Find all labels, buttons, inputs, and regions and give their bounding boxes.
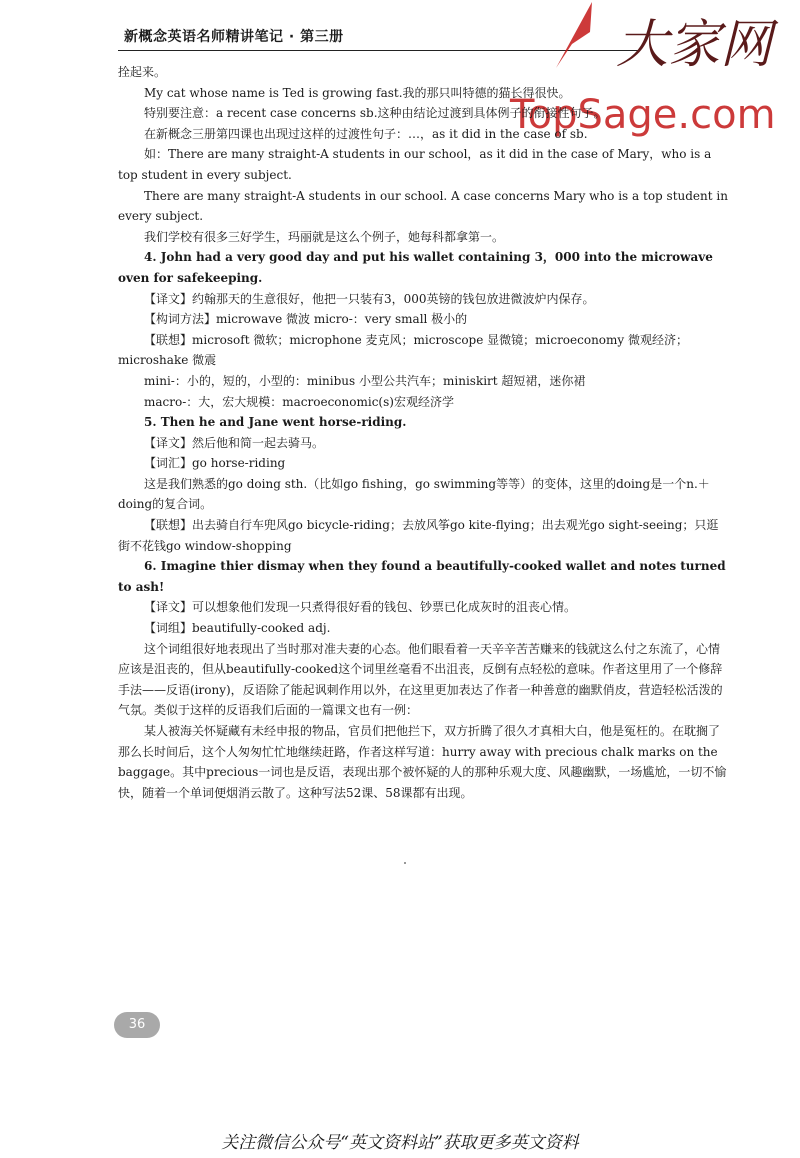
page-number-badge: 36 <box>114 1012 160 1038</box>
paragraph: 在新概念三册第四课也出现过这样的过渡性句子：…，as it did in the case of sb. <box>144 126 588 141</box>
watermark-pen-icon <box>552 0 596 70</box>
page-body <box>118 62 728 803</box>
phrase-note: 【词组】beautifully-cooked adj. <box>144 621 331 636</box>
paragraph: My cat whose name is Ted is growing fast.我的那只叫特德的猫长得很快。 <box>144 85 571 100</box>
word-formation: 【构词方法】microwave 微波 micro-：very small 极小的 <box>144 312 468 327</box>
paragraph: mini-：小的，短的，小型的：minibus 小型公共汽车；miniskirt 超短裙，迷你裙 <box>144 373 586 388</box>
translation: 【译文】可以想象他们发现一只煮得很好看的钱包、钞票已化成灰时的沮丧心情。 <box>144 600 577 615</box>
footer-note: 关注微信公众号“英文资料站”获取更多英文资料 <box>221 1133 579 1153</box>
scan-speck <box>404 862 406 864</box>
watermark-url: TopSage.com <box>510 92 776 138</box>
association-note: 【联想】出去骑自行车兜风go bicycle-riding；去放风筝go kite-flying；出去观光go sight-seeing；只逛街不花钱go window-shopping <box>118 518 719 553</box>
paragraph: 这个词组很好地表现出了当时那对准夫妻的心态。他们眼看着一天辛辛苦苦赚来的钱就这么付之东流了，心情应该是沮丧的，但从beautifully-cooked这个词里丝毫看不出沮丧，反倒有点轻松的意味。作者这里用了一个修辞手法——反语(irony)，反语除了能起讽刺作用以外，在这里更加表达了作者一种善意的幽默俏皮，营造轻松活泼的气氛。类似于这样的反语我们后面的一篇课文也有一例： <box>118 641 723 718</box>
translation: 【译文】约翰那天的生意很好，他把一只装有3，000英镑的钱包放进微波炉内保存。 <box>144 291 595 306</box>
vocabulary-note: 【词汇】go horse-riding <box>144 456 286 471</box>
translation: 【译文】然后他和简一起去骑马。 <box>144 435 325 450</box>
association-note: 【联想】microsoft 微软；microphone 麦克风；microscope 显微镜；microeconomy 微观经济；microshake 微震 <box>118 332 689 368</box>
paragraph: 某人被海关怀疑藏有未经申报的物品，官员们把他拦下，双方折腾了很久才真相大白，他是冤枉的。在耽搁了那么长时间后，这个人匆匆忙忙地继续赶路，作者这样写道：hurry away with precious chalk marks on the baggage。其中precious一词也是反语，表现出那个被怀疑的人的那种乐观大度、风趣幽默，一场尴尬，一切不愉快，随着一个单词便烟消云散了。这种写法52课、58课都有出现。 <box>118 724 727 800</box>
book-title: 新概念英语名师精讲笔记 · 第三册 <box>124 29 344 45</box>
sentence-heading: 5. Then he and Jane went horse-riding. <box>144 415 407 430</box>
paragraph: 如：There are many straight-A students in our school，as it did in the case of Mary，who is a top student in every subject. <box>118 147 712 182</box>
watermark-chinese: 大家网 <box>616 15 773 75</box>
sentence-heading: 4. John had a very good day and put his wallet containing 3，000 into the microwave oven for safekeeping. <box>118 250 713 285</box>
paragraph: 拴起来。 <box>118 65 167 79</box>
paragraph: macro-：大，宏大规模：macroeconomic(s)宏观经济学 <box>144 394 454 409</box>
paragraph: 我们学校有很多三好学生，玛丽就是这么个例子，她每科都拿第一。 <box>144 229 505 244</box>
paragraph: 特别要注意：a recent case concerns sb.这种由结论过渡到具体例子的衔接性句子。 <box>144 106 606 121</box>
sentence-heading: 6. Imagine thier dismay when they found a beautifully-cooked wallet and notes turned to ash! <box>118 559 726 594</box>
paragraph: 这是我们熟悉的go doing sth.（比如go fishing，go swimming等等）的变体，这里的doing是一个n.＋doing的复合词。 <box>118 476 710 512</box>
paragraph: There are many straight-A students in our school. A case concerns Mary who is a top student in every subject. <box>118 188 728 224</box>
